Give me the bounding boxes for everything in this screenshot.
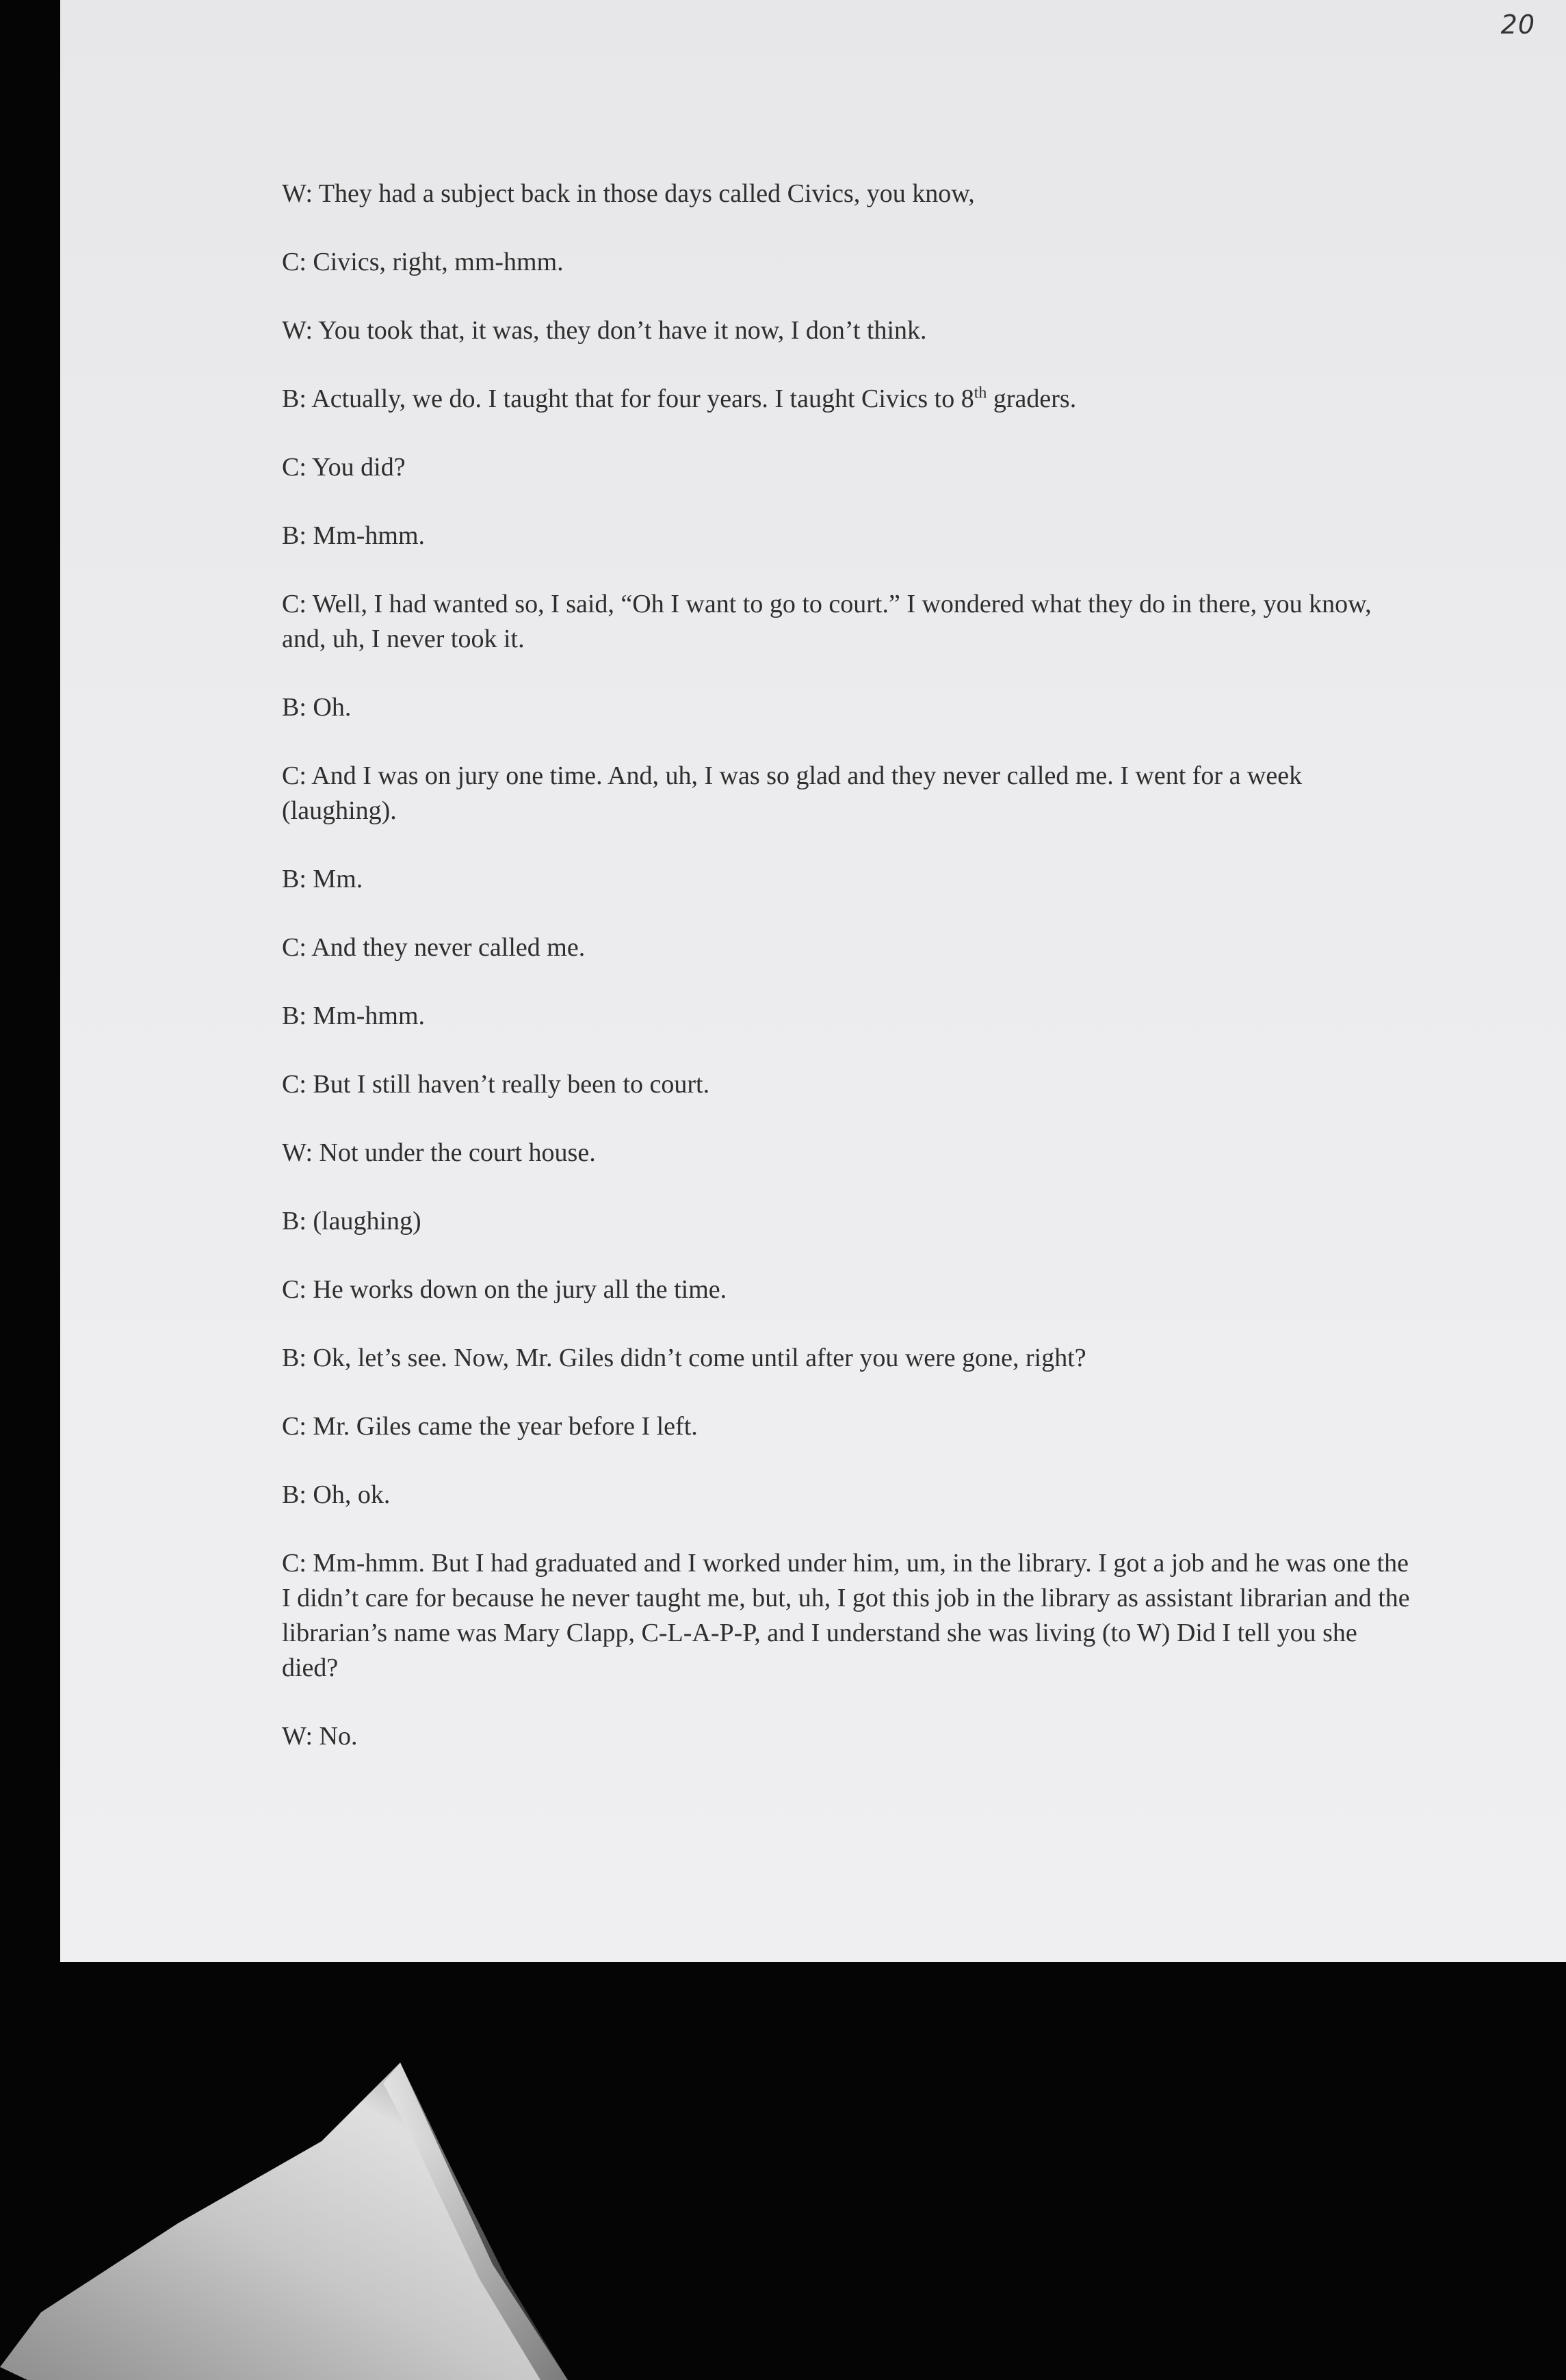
transcript-line: B: Mm-hmm. — [282, 1002, 426, 1030]
line-text-before: B: Actually, we do. I taught that for four years. I taught Civics to 8 — [282, 384, 974, 413]
transcript-line: W: Not under the court house. — [282, 1138, 596, 1167]
transcript-line: C: Mm-hmm. But I had graduated and I worked under him, um, in the library. I got a job and he was one the I didn’t care for because he never taught me, but, uh, I got this job in the library as assistant librarian and the librarian’s name was Mary Clapp, C-L-A-P-P, and I understand she was living (to W) Did I tell you she died? — [282, 1549, 1417, 1682]
transcript-line: B: (laughing) — [282, 1207, 421, 1235]
folded-paper-corner — [0, 2052, 616, 2380]
transcript-line: C: Mr. Giles came the year before I left. — [282, 1412, 698, 1441]
transcript-line: W: No. — [282, 1722, 358, 1751]
transcript-line: W: You took that, it was, they don’t have it now, I don’t think. — [282, 316, 927, 345]
transcript-line: B: Mm-hmm. — [282, 521, 426, 550]
transcript-line: W: They had a subject back in those days called Civics, you know, — [282, 179, 975, 208]
transcript-line: C: But I still haven’t really been to court. — [282, 1070, 710, 1099]
ordinal-superscript: th — [974, 384, 987, 402]
transcript-line: B: Oh, ok. — [282, 1480, 391, 1509]
line-text-after: graders. — [987, 384, 1077, 413]
transcript-line: C: You did? — [282, 453, 406, 482]
transcript-line: C: And I was on jury one time. And, uh, I was so glad and they never called me. I went for a week (laughing). — [282, 761, 1309, 825]
transcript-line — [282, 382, 1418, 417]
transcript-line: B: Mm. — [282, 865, 363, 893]
fold-surface — [0, 2063, 568, 2380]
document-page — [60, 0, 1566, 1962]
page-number: 20 — [1500, 10, 1535, 40]
transcript-line: C: Civics, right, mm-hmm. — [282, 248, 564, 276]
transcript-body — [282, 176, 1418, 1788]
transcript-line: C: And they never called me. — [282, 933, 586, 962]
transcript-line: B: Oh. — [282, 693, 352, 722]
transcript-line: C: He works down on the jury all the time. — [282, 1275, 727, 1304]
transcript-line: C: Well, I had wanted so, I said, “Oh I want to go to court.” I wondered what they do in there, you know, and, uh, I never took it. — [282, 590, 1379, 653]
transcript-line: B: Ok, let’s see. Now, Mr. Giles didn’t come until after you were gone, right? — [282, 1344, 1086, 1372]
